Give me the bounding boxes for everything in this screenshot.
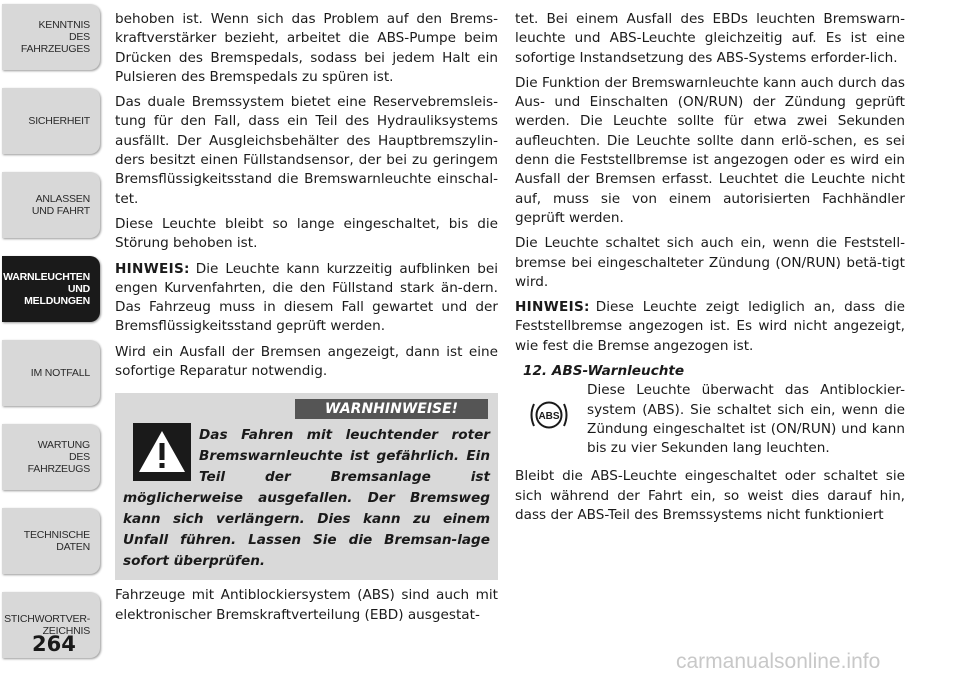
note-label: HINWEIS:	[515, 299, 590, 316]
page-number: 264	[32, 632, 76, 656]
paragraph: Das duale Bremssystem bietet eine Reservebremsleis-tung für den Fall, dass ein Teil des Hydrauliksystems ausfällt. Der Ausgleichsbehälter des Hauptbremszylin-ders besitzt einen Füllstandsensor, der bei zu geringem Bremsflüssigkeitsstand die Bremswarnleuchte einschal-tet.	[115, 94, 498, 207]
chapter-tab[interactable]: ANLASSEN UND FAHRT	[2, 172, 100, 238]
paragraph: tet. Bei einem Ausfall des EBDs leuchten Bremswarn-leuchte und ABS-Leuchte gleichzeitig auf. Es ist eine sofortige Instandsetzung des ABS-Systems erforder-lich.	[515, 11, 905, 66]
abs-section	[515, 381, 905, 463]
warning-title: WARNHINWEISE!	[295, 399, 488, 419]
chapter-tab[interactable]: IM NOTFALL	[2, 340, 100, 406]
paragraph: Wird ein Ausfall der Bremsen angezeigt, dann ist eine sofortige Reparatur notwendig.	[115, 343, 498, 380]
chapter-tab[interactable]: KENNTNIS DES FAHRZEUGES	[2, 4, 100, 70]
warning-box	[115, 393, 498, 580]
note-label: HINWEIS:	[115, 260, 190, 277]
chapter-tab[interactable]: TECHNISCHE DATEN	[2, 508, 100, 574]
chapter-tab[interactable]: WARTUNG DES FAHRZEUGS	[2, 424, 100, 490]
watermark: carmanualsonline.info	[676, 650, 881, 673]
abs-warning-icon	[529, 399, 569, 431]
abs-description: Diese Leuchte überwacht das Antiblockier-system (ABS). Sie schaltet sich ein, wenn die Zündung eingeschaltet ist (ON/RUN) und kann bis zu vier Sekunden lang leuchten.	[587, 382, 905, 457]
right-column	[515, 10, 905, 531]
note-paragraph	[515, 298, 905, 356]
warning-text: Das Fahren mit leuchtender roter Bremswarnleuchte ist gefährlich. Ein Teil der Bremsanlage ist möglicherweise ausgefallen. Der Bremsweg kann sich verlängern. Dies kann zu einem Unfall führen. Lassen Sie die Bremsan-lage sofort überprüfen.	[123, 427, 490, 570]
paragraph: Diese Leuchte bleibt so lange eingeschaltet, bis die Störung behoben ist.	[115, 215, 498, 252]
chapter-tab[interactable]: SICHERHEIT	[2, 88, 100, 154]
paragraph: Die Leuchte schaltet sich auch ein, wenn die Feststell-bremse bei eingeschalteter Zündung (ON/RUN) betä-tigt wird.	[515, 235, 905, 290]
paragraph: Die Funktion der Bremswarnleuchte kann auch durch das Aus- und Einschalten (ON/RUN) der Zündung geprüft werden. Die Leuchte sollte für etwa zwei Sekunden aufleuchten. Die Leuchte sollte dann erlö-schen, es sei denn die Feststellbremse ist angezogen oder es wird ein Ausfall der Bremsen erfasst. Leuchtet die Leuchte nicht auf, muss sie von einem autorisierten Fachhändler geprüft werden.	[515, 74, 905, 226]
svg-text:ABS: ABS	[538, 411, 560, 423]
chapter-tab[interactable]: WARNLEUCHTEN UND MELDUNGEN	[2, 256, 100, 322]
abs-section-heading: 12. ABS-Warnleuchte	[523, 363, 685, 380]
note-paragraph	[115, 260, 498, 337]
chapter-tab[interactable]: STICHWORTVER- ZEICHNIS	[2, 592, 100, 658]
note-text: Diese Leuchte zeigt lediglich an, dass die Feststellbremse angezogen ist. Es wird nicht angezeigt, wie fest die Bremse angezogen ist.	[515, 299, 905, 354]
paragraph: behoben ist. Wenn sich das Problem auf den Brems-kraftverstärker bezieht, arbeitet die ABS-Pumpe beim Drücken des Bremspedals, sodass bei jedem Halt ein Pulsieren des Bremspedals zu spüren ist.	[115, 11, 498, 85]
warning-triangle-icon	[133, 423, 191, 481]
paragraph: Bleibt die ABS-Leuchte eingeschaltet oder schaltet sie sich während der Fahrt ein, so weist dies darauf hin, dass der ABS-Teil des Bremssystems nicht funktioniert	[515, 468, 905, 523]
left-column	[115, 10, 498, 631]
note-text: Die Leuchte kann kurzzeitig aufblinken bei engen Kurvenfahrten, die den Füllstand stark än-dern. Das Fahrzeug muss in diesem Fall gewartet und der Bremsflüssigkeitsstand geprüft werden.	[115, 260, 498, 335]
paragraph: Fahrzeuge mit Antiblockiersystem (ABS) sind auch mit elektronischer Bremskraftverteilung (EBD) ausgestat-	[115, 587, 498, 623]
chapter-sidebar	[0, 0, 104, 678]
